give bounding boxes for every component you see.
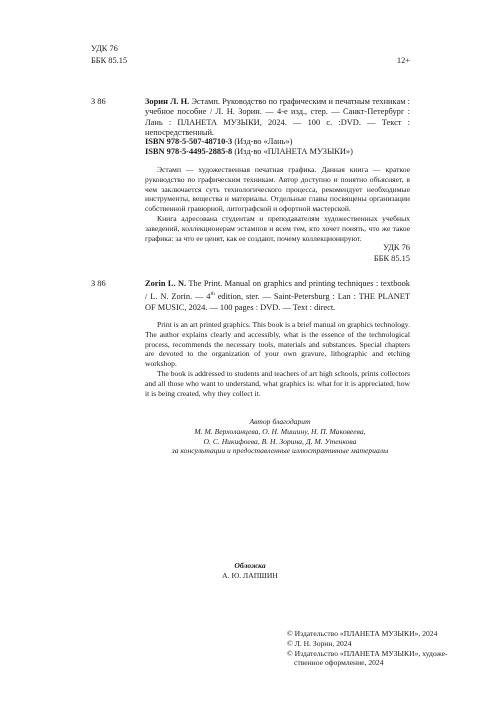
age-rating: 12+ (396, 56, 410, 65)
en-author-code: З 86 (91, 279, 106, 288)
ru-bbk-code: ББК 85.15 (373, 254, 410, 263)
en-abstract-paragraph-1: Print is an art printed graphics. This book is a brief manual on graphics technology. The author explains clearly and accessibly, what is the essence of the technological process, recommends the necessary tools, materials and substances. Special chapters are devoted to the organization of your own gravure, lithographic and etching workshop. (145, 320, 410, 369)
copyright-block (287, 629, 462, 668)
en-author-name: Zorin L. N. (145, 279, 187, 288)
en-edition-superscript: th (210, 291, 215, 298)
acknowledgments-line-1: М. М. Верхоланцева, О. Н. Мишину, Н. П. Маковеева, (194, 426, 366, 436)
en-abstract-paragraph-2: The book is addressed to students and teachers of art high schools, prints collectors and all those who want to understand, what graphics is: what for it is appreciated, how it is being created, why they collect it. (145, 368, 410, 398)
cover-label: Обложка (234, 561, 266, 570)
ru-author-code: З 86 (91, 97, 106, 106)
acknowledgments-line-3: за консультации и предоставленные иллюстративные материалы (171, 446, 389, 456)
en-biblio-text-1: The Print. Manual on graphics and printing techniques : textbook / L. N. Zorin. — 4 (145, 279, 410, 302)
en-biblio-text-2: edition, ster. — Saint-Petersburg : Lan : THE PLANET OF MUSIC, 2024. — 100 pages : DVD. — Text : direct. (145, 292, 410, 312)
ru-abstract-paragraph-1: Эстамп — художественная печатная графика. Данная книга — краткое руководство по графическим техникам. Автор доступно и понятно объясняет, в чем заключается суть технологического процесса, рекомендует необходимые инструменты, вещества и материалы. Отдельные главы посвящены организации собственной гравюрной, литографской и офортной мастерской. (145, 165, 410, 214)
acknowledgments-line-2: О. С. Никифоева, В. Н. Зорина, Д. М. Утенкова (203, 436, 357, 446)
ru-udk-code: УДК 76 (383, 243, 410, 252)
ru-bibliographic-description (145, 97, 410, 139)
acknowledgments-intro: Автор благодарит (249, 417, 311, 426)
ru-author-name: Зорин Л. Н. (145, 97, 190, 106)
udk-code: УДК 76 (91, 44, 118, 53)
bbk-code: ББК 85.15 (91, 56, 128, 65)
copyright-line-3: © Издательство «ПЛАНЕТА МУЗЫКИ», художе- (287, 648, 448, 658)
copyright-line-4: ственное оформление, 2024 (294, 658, 384, 668)
acknowledgments (150, 417, 410, 456)
isbn-planeta: ISBN 978-5-4495-2885-8 (145, 147, 233, 157)
en-bibliographic-description (145, 279, 410, 313)
cover-artist: А. Ю. ЛАПШИН (222, 570, 278, 580)
copyright-line-1: © Издательство «ПЛАНЕТА МУЗЫКИ», 2024 (287, 629, 438, 638)
isbn-lan-publisher: (Изд-во «Лань») (234, 137, 293, 146)
cover-credit (180, 561, 320, 581)
ru-abstract-paragraph-2: Книга адресована студентам и преподавателям художественных учебных заведений, коллекционерам эстампов и всем тем, кто хочет понять, что же такое графика: за что ее ценят, как ее создают, почему коллекционируют. (145, 213, 410, 243)
ru-abstract (145, 165, 410, 243)
en-abstract (145, 320, 410, 398)
isbn-planeta-publisher: (Изд-во «ПЛАНЕТА МУЗЫКИ») (234, 147, 353, 157)
isbn-lan: ISBN 978-5-507-48710-3 (145, 137, 233, 146)
ru-isbn-block (145, 137, 410, 158)
ru-biblio-text: Эстамп. Руководство по графическим и печатным техникам : учебное пособие / Л. Н. Зорин. — 4-е изд., стер. — Санкт-Петербург : Лань : ПЛАНЕТА МУЗЫКИ, 2024. — 100 с. :DVD. — Текст : непосредственный. (145, 97, 410, 138)
copyright-line-2: © Л. Н. Зорин, 2024 (287, 638, 352, 648)
